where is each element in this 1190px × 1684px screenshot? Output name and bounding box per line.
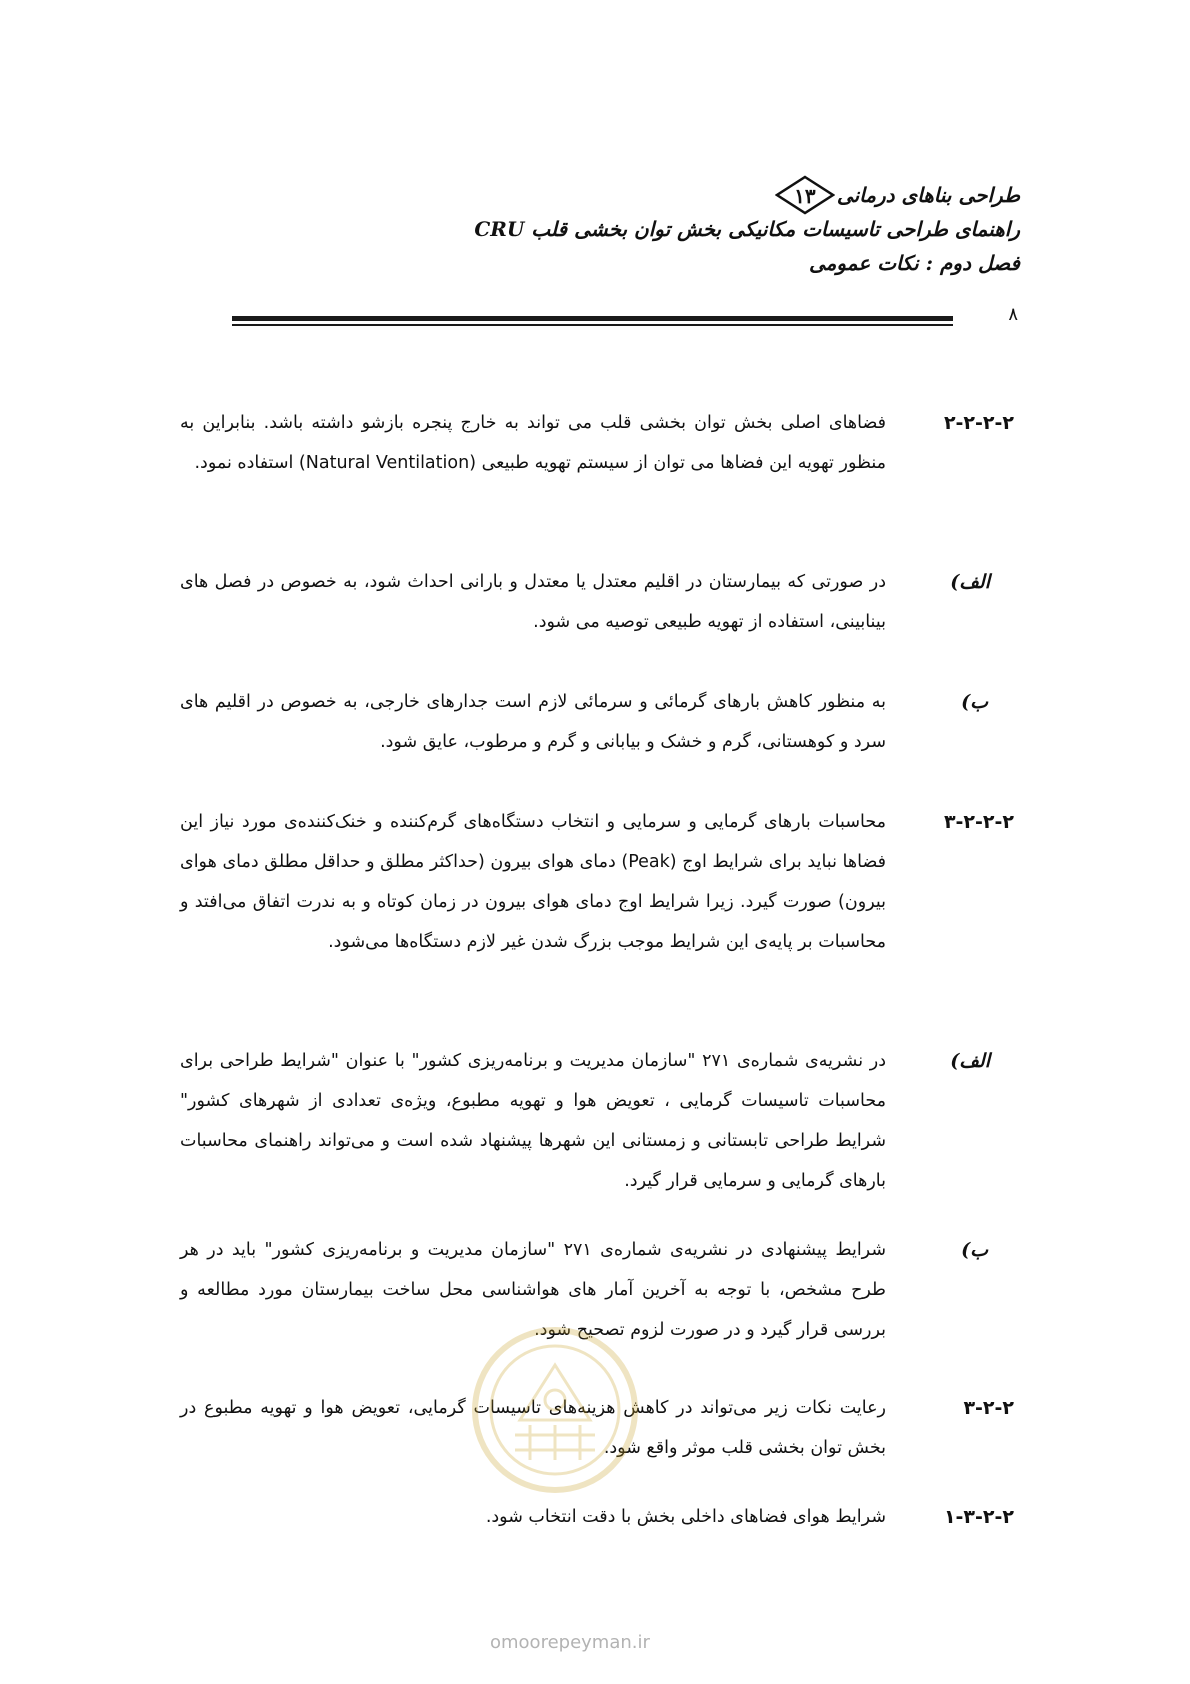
item-label: ب) bbox=[961, 691, 988, 713]
watermark-site-text: omoorepeyman.ir bbox=[490, 1632, 650, 1653]
header-rule-thin bbox=[232, 324, 953, 326]
item-label: ب) bbox=[961, 1239, 988, 1261]
section-paragraph: محاسبات بارهای گرمایی و سرمایی و انتخاب دستگاه‌های گرم‌کننده و خنک‌کننده‌ی مورد نیاز این فضاها نباید برای شرایط اوج (Peak) دمای هوای بیرون (حداکثر مطلق و حداقل مطلق دمای هوای بیرون) صورت گیرد. زیرا شرایط اوج دمای هوای بیرون در زمان کوتاه و به ندرت اتفاق می‌افتد و محاسبات بر پایه‌ی این شرایط موجب بزرگ شدن غیر لازم دستگاه‌ها می‌شود. bbox=[180, 812, 886, 952]
item-paragraph: به منظور کاهش بارهای گرمائی و سرمائی لازم است جدارهای خارجی، به خصوص در اقلیم های سرد و کوهستانی، گرم و خشک و بیابانی و گرم و مرطوب، عایق شود. bbox=[180, 692, 886, 752]
item-paragraph: شرایط پیشنهادی در نشریه‌ی شماره‌ی ۲۷۱ "سازمان مدیریت و برنامه‌ریزی کشور" باید در هر طرح مشخص، با توجه به آخرین آمار های هواشناسی محل ساخت بیمارستان مورد مطالعه و بررسی قرار گیرد و در صورت لزوم تصحیح شود. bbox=[180, 1240, 886, 1340]
header-line-2: راهنمای طراحی تاسیسات مکانیکی بخش توان بخشی قلب CRU bbox=[474, 217, 1020, 241]
header-line-1 bbox=[170, 178, 1020, 212]
section-paragraph: رعایت نکات زیر می‌تواند در کاهش هزینه‌های تاسیسات گرمایی، تعویض هوا و تهویه مطبوع در بخش توان بخشی قلب موثر واقع شود. bbox=[180, 1398, 886, 1458]
item-label: الف) bbox=[950, 1050, 990, 1072]
badge-number: ۱۳ bbox=[794, 184, 816, 208]
book-title: طراحی بناهای درمانی bbox=[836, 183, 1020, 207]
item-paragraph: در صورتی که بیمارستان در اقلیم معتدل یا معتدل و بارانی احداث شود، به خصوص در فصل های بینابینی، استفاده از تهویه طبیعی توصیه می شود. bbox=[180, 572, 886, 632]
section-paragraph: شرایط هوای فضاهای داخلی بخش با دقت انتخاب شود. bbox=[485, 1507, 886, 1527]
page-number: ۸ bbox=[1008, 304, 1018, 325]
item-label: الف) bbox=[950, 571, 990, 593]
watermark-logo-icon bbox=[470, 1325, 640, 1495]
section-number: ۱-۳-۲-۲ bbox=[943, 1506, 1014, 1528]
section-paragraph: فضاهای اصلی بخش توان بخشی قلب می تواند به خارج پنجره بازشو داشته باشد. بنابراین به منظور تهویه این فضاها می توان از سیستم تهویه طبیعی (Natural Ventilation) استفاده نمود. bbox=[180, 413, 886, 473]
page-header bbox=[170, 178, 1020, 280]
header-line-3: فصل دوم : نکات عمومی bbox=[809, 251, 1020, 275]
section-number: ۳-۲-۲-۲ bbox=[943, 811, 1014, 833]
item-paragraph: در نشریه‌ی شماره‌ی ۲۷۱ "سازمان مدیریت و برنامه‌ریزی کشور" با عنوان "شرایط طراحی برای محاسبات تاسیسات گرمایی ، تعویض هوا و تهویه مطبوع، ویژه‌ی تعدادی از شهرهای کشور" شرایط طراحی تابستانی و زمستانی این شهرها پیشنهاد شده است و می‌تواند راهنمای محاسبات بارهای گرمایی و سرمایی قرار گیرد. bbox=[180, 1051, 886, 1191]
section-number: ۳-۲-۲ bbox=[963, 1397, 1014, 1419]
header-rule-thick bbox=[232, 316, 953, 321]
section-number: ۲-۲-۲-۲ bbox=[943, 412, 1014, 434]
chapter-badge bbox=[775, 175, 835, 215]
